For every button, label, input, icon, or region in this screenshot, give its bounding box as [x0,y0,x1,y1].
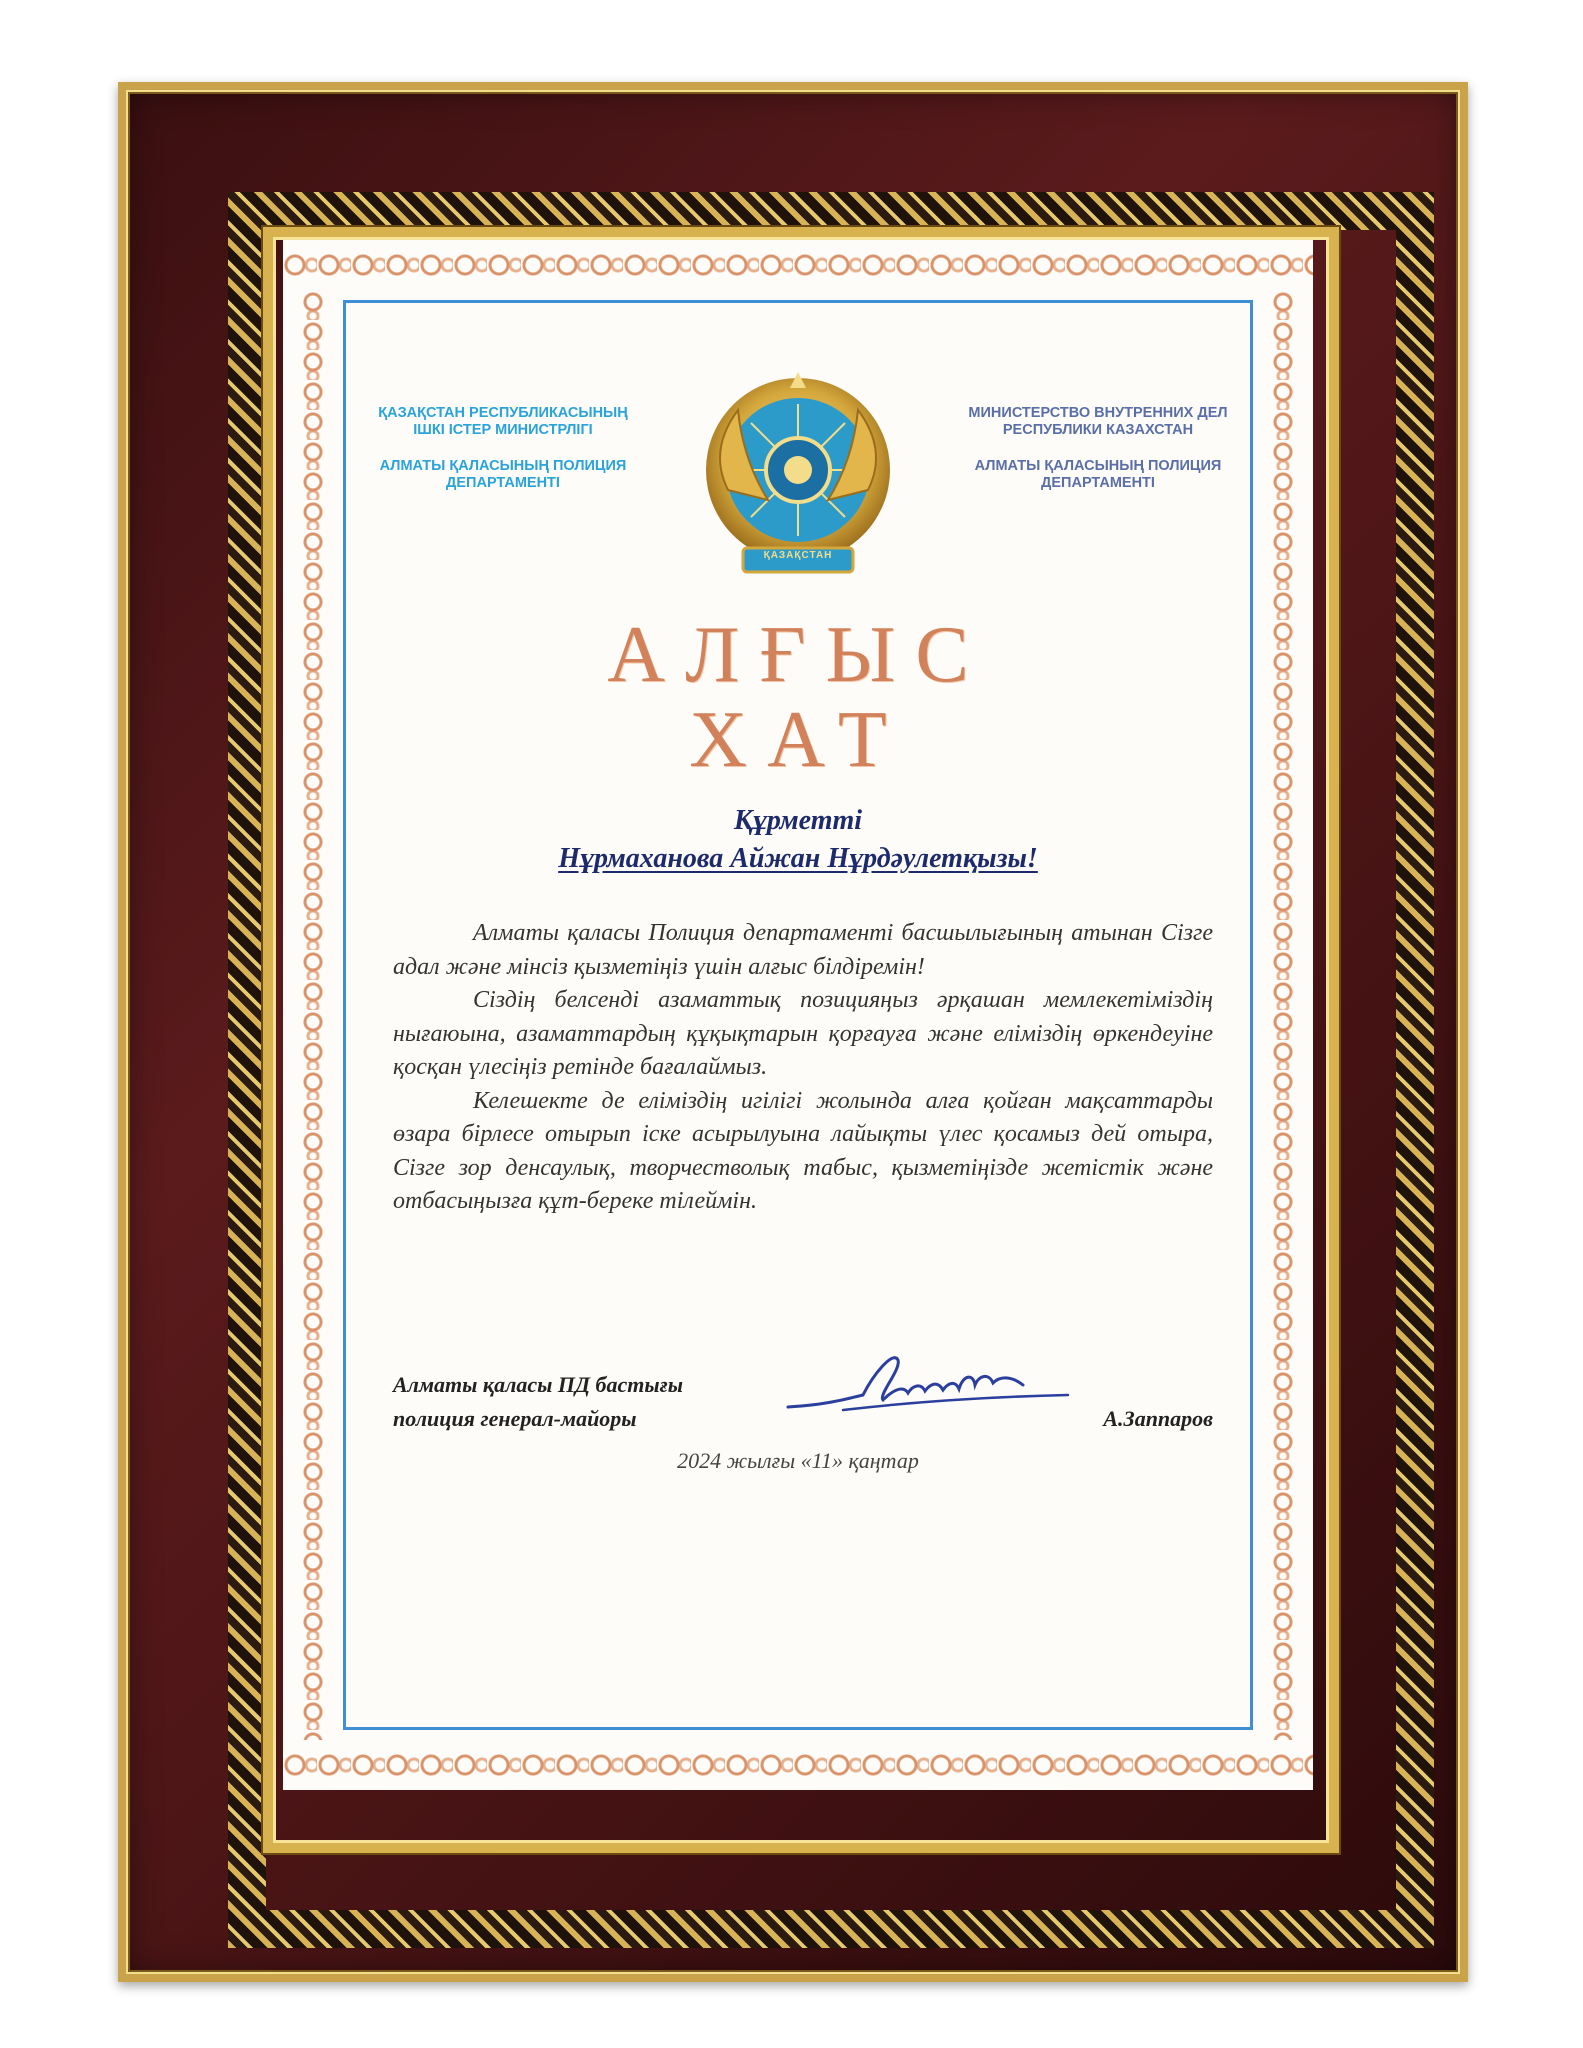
header-left-ministry: ҚАЗАҚСТАН РЕСПУБЛИКАСЫНЫҢ ІШКІ ІСТЕР МИНИСТРЛІГІ [378,405,628,438]
recipient-name: Нұрмаханова Айжан Нұрдәулетқызы! [558,843,1038,874]
title-line-2: ХАТ [689,696,907,784]
body-paragraph-2: Сіздің белсенді азаматтық позицияңыз әрқашан мемлекетіміздің нығаюына, азаматтардың құқықтарын қорғауға және еліміздің өркендеуіне қосқан үлесіңіз ретінде бағалаймыз. [393,987,1213,1080]
body-paragraph-1: Алматы қаласы Полиция департаменті басшылығының атынан Сізге адал және мінсіз қызметіңіз үшін алғыс білдіремін! [393,920,1213,980]
ornament-band-bottom [283,1740,1313,1790]
signatory-position [393,1368,793,1436]
header-left-department: АЛМАТЫ ҚАЛАСЫНЫҢ ПОЛИЦИЯ ДЕПАРТАМЕНТІ [379,458,627,491]
signatory-position-line-2: полиция генерал-майоры [393,1406,637,1431]
body-paragraph-3: Келешекте де еліміздің игілігі жолында алға қойған мақсаттарды өзара бірлесе отырып іске асырылуына лайықты үлес қосамыз дей отыра, Сізге зор денсаулық, творчестволық табыс, қызметіңізде жетістік және отбасыңызға құт-береке тілеймін. [393,1087,1213,1214]
emblem-banner-text: ҚАЗАҚСТАН [763,550,833,561]
certificate-document [283,240,1313,1790]
ornament-band-top [283,240,1313,290]
header-right-department: АЛМАТЫ ҚАЛАСЫНЫҢ ПОЛИЦИЯ ДЕПАРТАМЕНТІ [974,458,1222,491]
salutation: Құрметті [733,805,863,836]
title-line-1: АЛҒЫС [607,611,989,699]
ornament-band-left [295,290,331,1740]
recipient-name-line [283,843,1313,875]
letter-body [393,917,1213,1219]
issue-date: 2024 жылғы «11» қаңтар [677,1448,919,1473]
signatory-name: А.Заппаров [1103,1406,1213,1431]
handwritten-signature [783,1345,1073,1425]
signatory-position-line-1: Алматы қаласы ПД бастығы [393,1372,684,1397]
ornament-band-right [1265,290,1301,1740]
header-right-ministry: МИНИСТЕРСТВО ВНУТРЕННИХ ДЕЛ РЕСПУБЛИКИ КАЗАХСТАН [968,405,1228,438]
state-emblem-icon [698,370,898,595]
